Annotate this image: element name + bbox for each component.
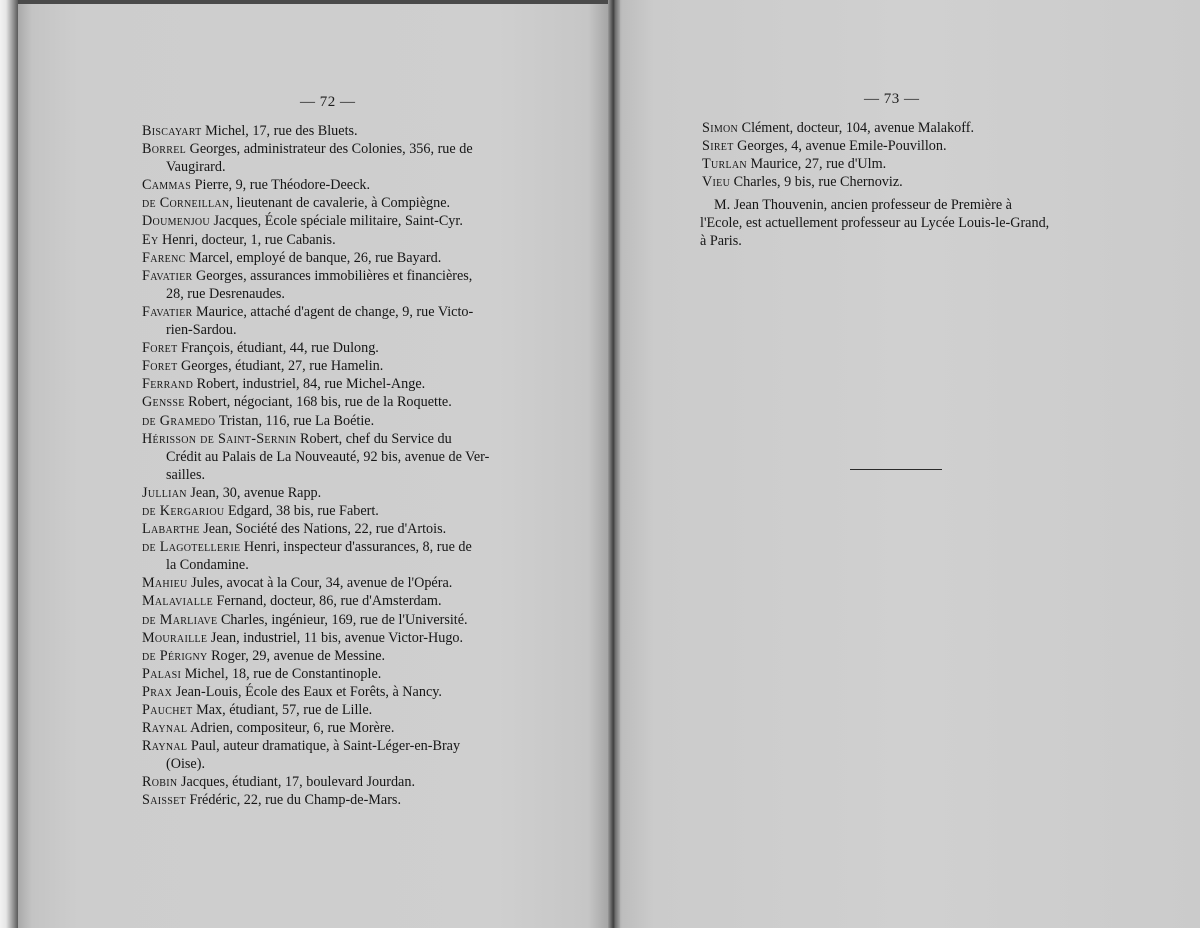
entry-details: Marcel, employé de banque, 26, rue Bayard. (185, 249, 442, 266)
directory-entry (702, 137, 1102, 155)
entry-continuation: 28, rue Desrenaudes. (166, 285, 285, 302)
entry-details: Georges, administrateur des Colonies, 356, rue de (186, 141, 473, 158)
entry-details: Roger, 29, avenue de Messine. (207, 647, 386, 664)
directory-entry (142, 737, 552, 773)
entry-details: Maurice, 27, rue d'Ulm. (746, 156, 887, 173)
entry-surname: Mouraille (142, 629, 208, 646)
right-page (614, 0, 1200, 928)
entry-details: Jules, avocat à la Cour, 34, avenue de l'Opéra. (187, 575, 453, 592)
entry-details: Jacques, École spéciale militaire, Saint-Cyr. (209, 213, 463, 230)
entry-details: Jean, Société des Nations, 22, rue d'Artois. (199, 521, 447, 538)
book-edge (0, 0, 18, 928)
entry-surname: Siret (702, 138, 734, 155)
page-number-right: — 73 — (864, 91, 920, 107)
entry-details: Maurice, attaché d'agent de change, 9, rue Victo- (192, 303, 474, 320)
entry-details: Robert, négociant, 168 bis, rue de la Roquette. (184, 394, 452, 411)
entry-surname: Foret (142, 340, 178, 357)
entry-details: Tristan, 116, rue La Boétie. (215, 412, 375, 429)
entry-continuation: la Condamine. (166, 557, 249, 574)
entry-details: Michel, 18, rue de Constantinople. (181, 665, 382, 682)
directory-entry (142, 249, 552, 267)
directory-entry (142, 719, 552, 737)
entry-surname: de Marliave (142, 611, 218, 628)
entry-details: François, étudiant, 44, rue Dulong. (177, 340, 379, 357)
entry-details: Michel, 17, rue des Bluets. (201, 123, 358, 139)
entry-surname: Simon (702, 120, 739, 136)
directory-entry (142, 683, 552, 701)
note-line: M. Jean Thouvenin, ancien professeur de Première à (714, 197, 1012, 213)
directory-entry (142, 665, 552, 683)
entry-surname: de Kergariou (142, 502, 225, 519)
entry-details: Robert, chef du Service du (296, 430, 452, 447)
book-gutter (608, 0, 620, 928)
directory-entry (142, 520, 552, 538)
directory-entry (142, 629, 552, 647)
directory-entry (702, 119, 1102, 137)
entry-surname: Saisset (142, 792, 186, 809)
entry-surname: de Gramedo (142, 412, 216, 429)
entry-details: Frédéric, 22, rue du Champ-de-Mars. (185, 792, 402, 809)
entry-surname: Cammas (142, 177, 192, 194)
entry-surname: Malavialle (142, 593, 213, 610)
entry-details: Max, étudiant, 57, rue de Lille. (192, 702, 373, 718)
directory-entry (142, 701, 552, 719)
note-line: l'Ecole, est actuellement professeur au Lycée Louis-le-Grand, (700, 215, 1050, 232)
entry-surname: de Lagotellerie (142, 539, 241, 556)
entry-continuation: Crédit au Palais de La Nouveauté, 92 bis, avenue de Ver- (166, 448, 490, 465)
entry-details: , lieutenant de cavalerie, à Compiègne. (229, 195, 451, 212)
entry-details: Jean, industriel, 11 bis, avenue Victor-Hugo. (207, 629, 464, 646)
entry-surname: Pauchet (142, 702, 193, 718)
directory-list-right (702, 119, 1102, 191)
entry-surname: Labarthe (142, 521, 200, 538)
directory-entry (142, 538, 552, 574)
entry-details: Georges, assurances immobilières et financières, (192, 267, 473, 284)
entry-surname: Farenc (142, 249, 186, 266)
entry-details: Clément, docteur, 104, avenue Malakoff. (738, 120, 975, 136)
directory-entry (142, 773, 552, 791)
entry-surname: Mahieu (142, 575, 188, 592)
entry-surname: Turlan (702, 156, 747, 173)
entry-details: Charles, ingénieur, 169, rue de l'Université. (217, 611, 468, 628)
directory-entry (142, 430, 552, 484)
directory-entry (142, 574, 552, 592)
entry-details: Henri, inspecteur d'assurances, 8, rue de (240, 539, 472, 556)
entry-details: Georges, étudiant, 27, rue Hamelin. (177, 358, 384, 375)
entry-surname: Raynal (142, 720, 188, 737)
directory-entry (142, 140, 552, 176)
entry-surname: Favatier (142, 267, 193, 284)
closing-rule (850, 469, 942, 470)
directory-entry (142, 339, 552, 357)
directory-entry (142, 357, 552, 375)
entry-details: Charles, 9 bis, rue Chernoviz. (730, 174, 903, 191)
entry-surname: Doumenjou (142, 213, 210, 230)
entry-details: Jacques, étudiant, 17, boulevard Jourdan. (177, 774, 415, 791)
directory-entry (142, 592, 552, 610)
entry-surname: Robin (142, 774, 178, 791)
note-line: à Paris. (700, 233, 742, 250)
note-paragraph (700, 196, 1090, 251)
directory-entry (142, 176, 552, 194)
page-number-left: — 72 — (300, 94, 356, 110)
directory-entry (142, 194, 552, 212)
directory-entry (142, 122, 552, 140)
entry-details: Jean-Louis, École des Eaux et Forêts, à Nancy. (172, 683, 442, 700)
entry-surname: Ey (142, 231, 159, 248)
entry-details: Jean, 30, avenue Rapp. (186, 484, 322, 501)
directory-entry (142, 375, 552, 393)
entry-details: Paul, auteur dramatique, à Saint-Léger-en-Bray (187, 738, 461, 755)
entry-surname: Hérisson de Saint-Sernin (142, 430, 297, 447)
directory-entry (142, 484, 552, 502)
entry-surname: Gensse (142, 394, 185, 411)
entry-surname: Prax (142, 683, 173, 700)
entry-surname: de Corneillan (142, 195, 230, 212)
entry-details: Edgard, 38 bis, rue Fabert. (224, 502, 379, 519)
entry-surname: Palasi (142, 665, 182, 682)
entry-surname: Raynal (142, 738, 188, 755)
directory-entry (142, 231, 552, 249)
directory-entry (142, 412, 552, 430)
directory-entry (142, 611, 552, 629)
directory-entry (142, 267, 552, 303)
entry-surname: de Périgny (142, 647, 208, 664)
directory-entry (142, 647, 552, 665)
entry-details: Fernand, docteur, 86, rue d'Amsterdam. (212, 593, 442, 610)
entry-details: Robert, industriel, 84, rue Michel-Ange. (193, 376, 426, 393)
entry-continuation: rien-Sardou. (166, 322, 237, 339)
entry-surname: Borrel (142, 141, 187, 158)
entry-surname: Favatier (142, 303, 193, 320)
page-top-edge (18, 0, 614, 4)
entry-continuation: Vaugirard. (166, 159, 226, 176)
directory-entry (142, 303, 552, 339)
directory-entry (142, 791, 552, 809)
entry-details: Georges, 4, avenue Emile-Pouvillon. (733, 138, 947, 155)
directory-entry (702, 173, 1102, 191)
directory-entry (142, 502, 552, 520)
entry-surname: Vieu (702, 174, 731, 191)
entry-details: Adrien, compositeur, 6, rue Morère. (187, 720, 395, 737)
entry-details: Henri, docteur, 1, rue Cabanis. (158, 231, 336, 248)
entry-surname: Jullian (142, 484, 187, 501)
left-page (18, 0, 614, 928)
directory-entry (142, 393, 552, 411)
entry-surname: Ferrand (142, 376, 194, 393)
directory-entry (142, 212, 552, 230)
entry-details: Pierre, 9, rue Théodore-Deeck. (191, 177, 371, 194)
entry-surname: Foret (142, 358, 178, 375)
entry-surname: Biscayart (142, 123, 202, 139)
entry-continuation: sailles. (166, 466, 206, 483)
directory-entry (702, 155, 1102, 173)
directory-list-left (142, 122, 552, 810)
entry-continuation: (Oise). (166, 756, 206, 773)
